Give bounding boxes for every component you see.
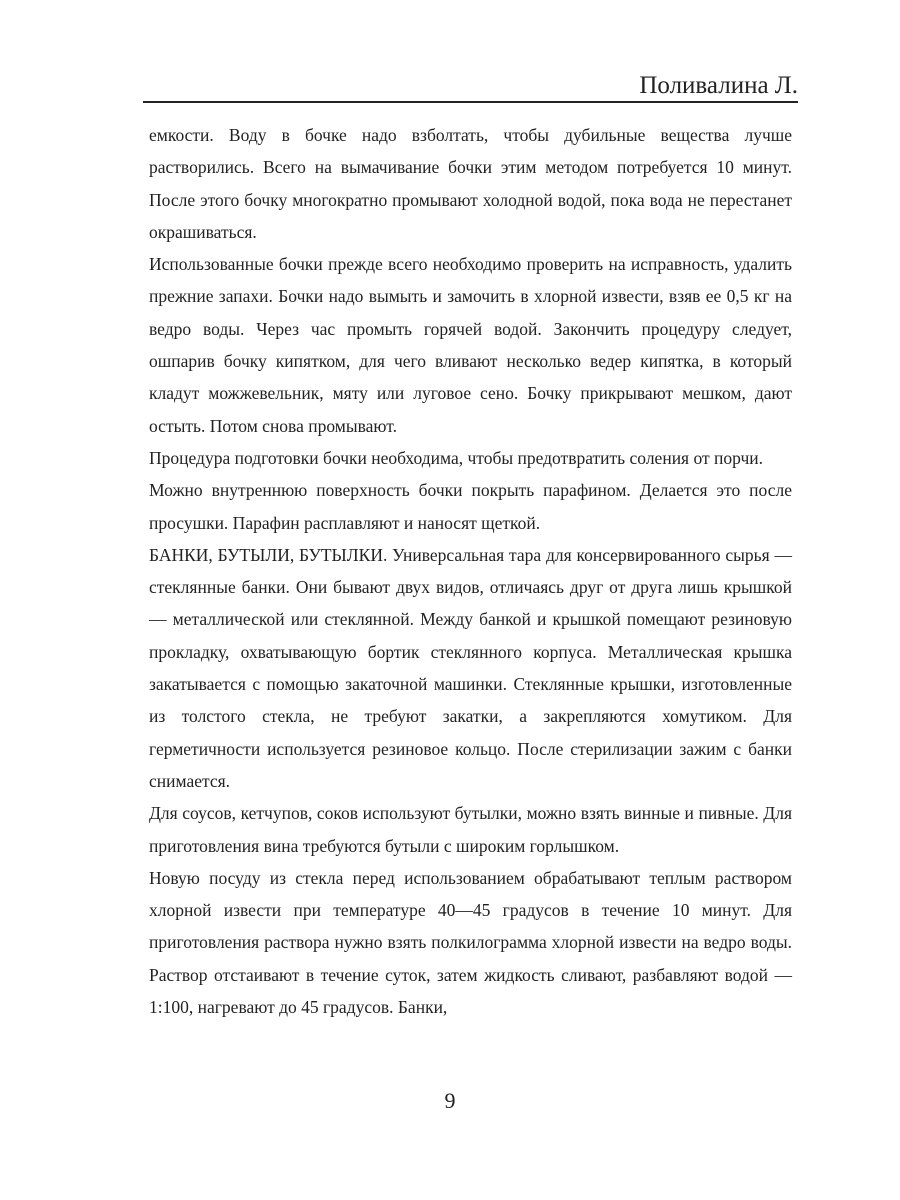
page-number: 9 xyxy=(444,1088,456,1113)
page-body xyxy=(149,119,792,1023)
paragraph-1: емкости. Воду в бочке надо взболтать, чтобы дубильные вещества лучше растворились. Всего на вымачивание бочки этим методом потребуется 10 минут. После этого бочку многократно промывают холодной водой, пока вода не перестанет окрашиваться. xyxy=(149,125,792,242)
header-divider xyxy=(143,101,798,103)
paragraph-6: Для соусов, кетчупов, соков используют бутылки, можно взять винные и пивные. Для приготовления вина требуются бутыли с широким горлышком. xyxy=(149,803,792,856)
paragraph-7: Новую посуду из стекла перед использованием обрабатывают теплым раствором хлорной извести при температуре 40—45 градусов в течение 10 минут. Для приготовления раствора нужно взять полкилограмма хлорной извести на ведро воды. Раствор отстаивают в течение суток, затем жидкость сливают, разбавляют водой — 1:100, нагревают до 45 градусов. Банки, xyxy=(149,867,792,1018)
running-header-author: Поливалина Л. xyxy=(639,72,798,99)
paragraph-3: Процедура подготовки бочки необходима, чтобы предотвратить соления от порчи. xyxy=(149,447,763,468)
paragraph-2: Использованные бочки прежде всего необходимо проверить на исправность, удалить прежние запахи. Бочки надо вымыть и замочить в хлорной извести, взяв ее 0,5 кг на ведро воды. Через час промыть горячей водой. Закончить процедуру следует, ошпарив бочку кипятком, для чего вливают несколько ведер кипятка, в который кладут можжевельник, мяту или луговое сено. Бочку прикрывают мешком, дают остыть. Потом снова промывают. xyxy=(149,254,792,436)
paragraph-4: Можно внутреннюю поверхность бочки покрыть парафином. Делается это после просушки. Парафин расплавляют и наносят щеткой. xyxy=(149,480,792,533)
paragraph-5: БАНКИ, БУТЫЛИ, БУТЫЛКИ. Универсальная тара для консервированного сырья — стеклянные банки. Они бывают двух видов, отличаясь друг от друга лишь крышкой — металлической или стеклянной. Между банкой и крышкой помещают резиновую прокладку, охватывающую бортик стеклянного корпуса. Металлическая крышка закатывается с помощью закаточной машинки. Стеклянные крышки, изготовленные из толстого стекла, не требуют закатки, а закрепляются хомутиком. Для герметичности используется резиновое кольцо. После стерилизации зажим с банки снимается. xyxy=(149,544,792,791)
